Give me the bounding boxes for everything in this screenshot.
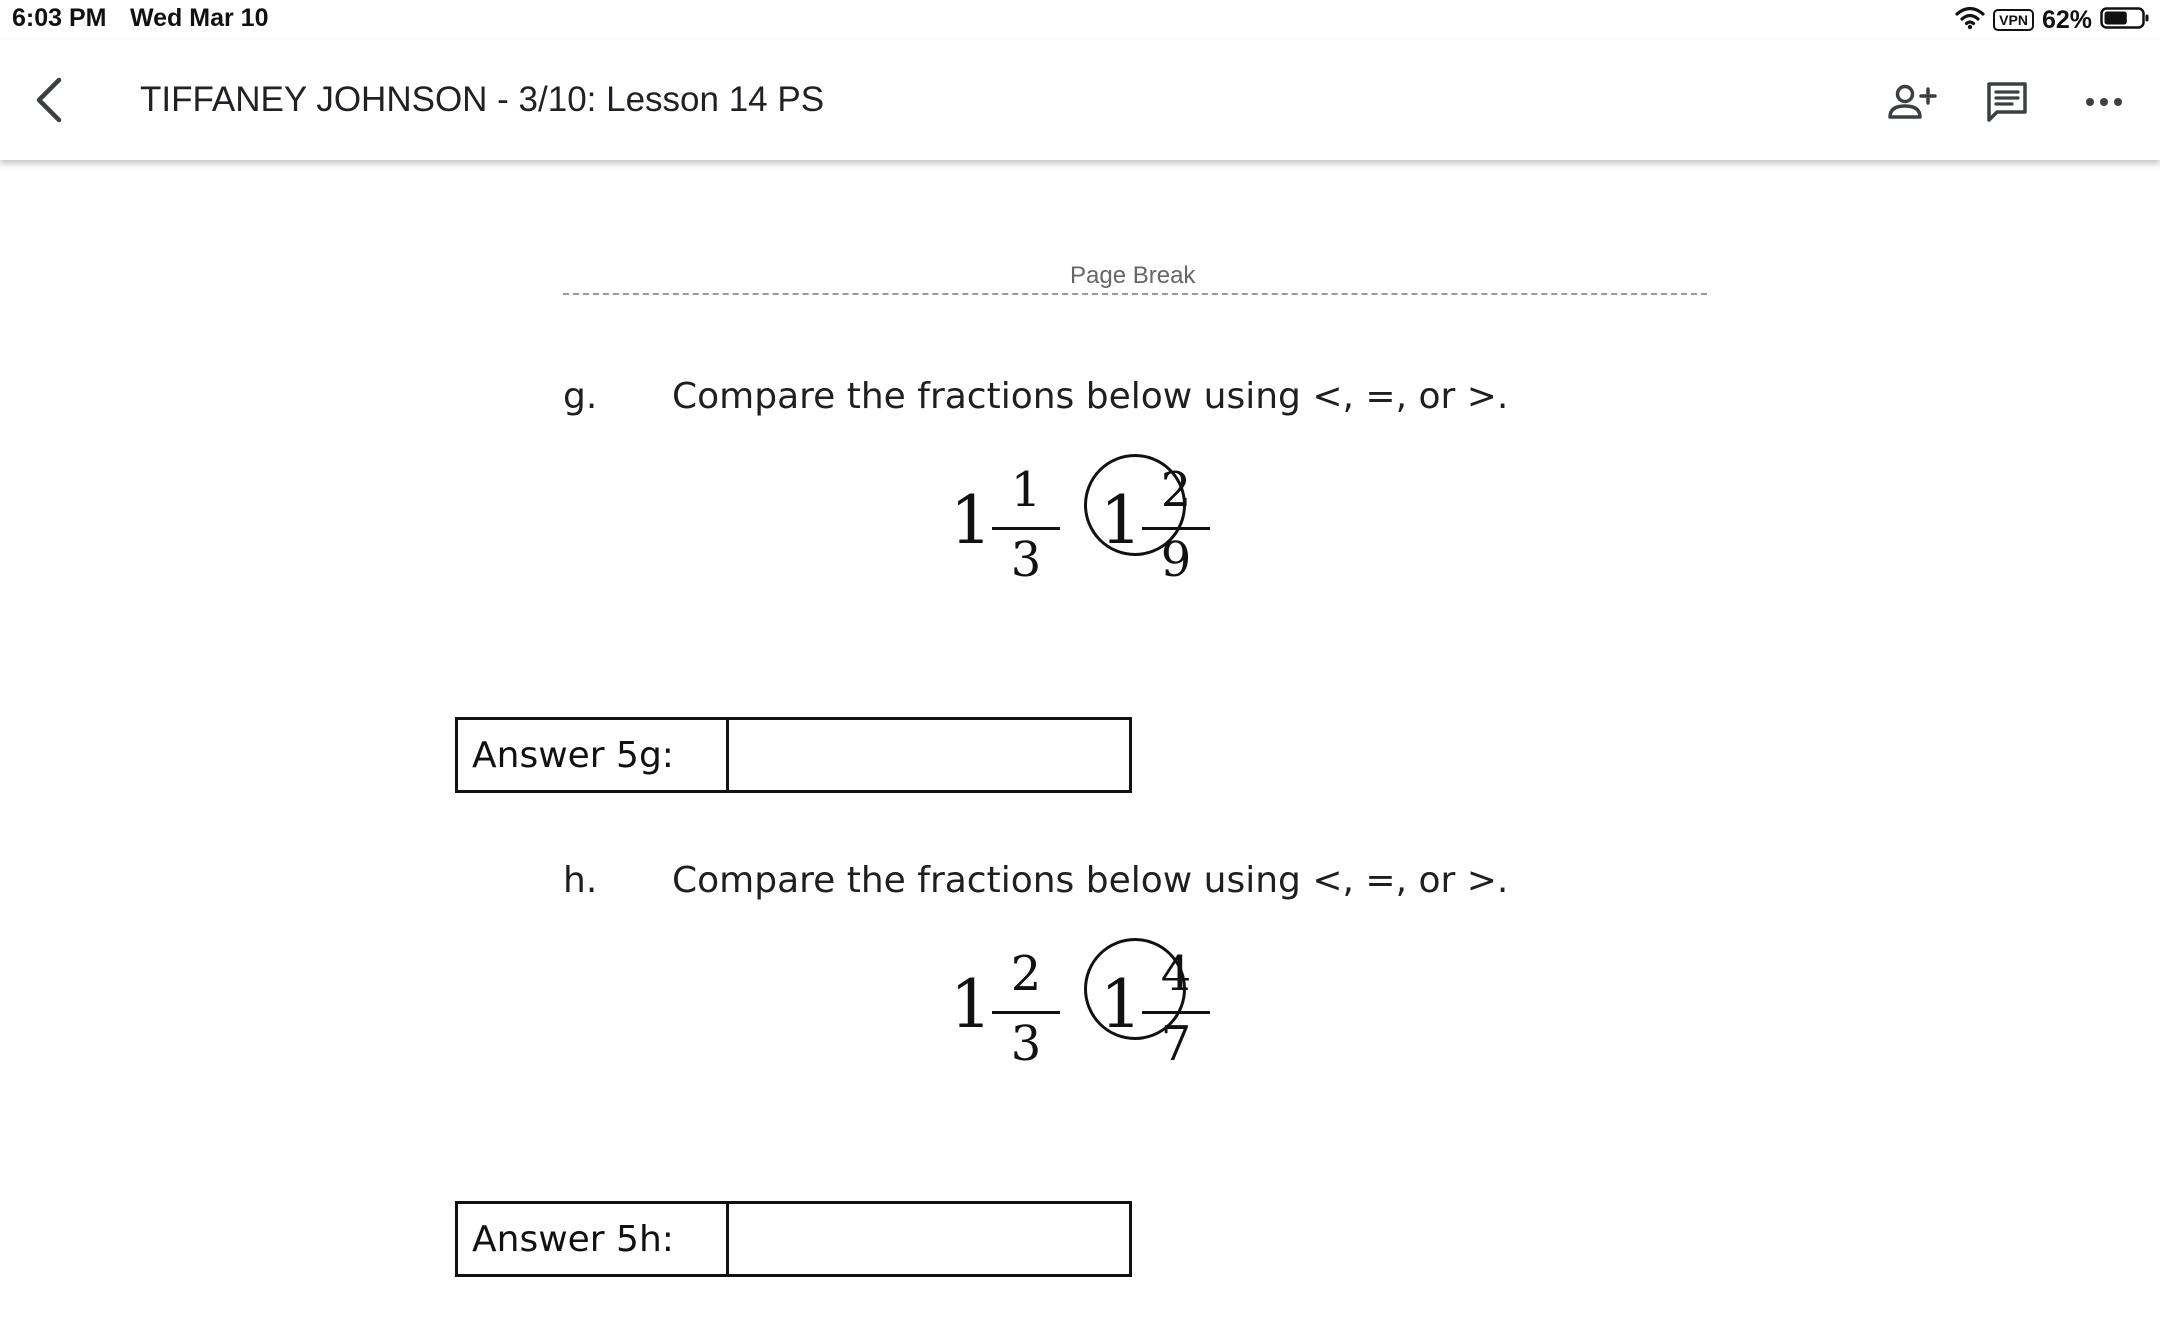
back-button[interactable] bbox=[24, 72, 74, 128]
numerator: 2 bbox=[1010, 946, 1042, 1002]
comparison-circle[interactable] bbox=[1084, 938, 1186, 1043]
app-bar bbox=[0, 40, 2160, 160]
denominator: 7 bbox=[1160, 1016, 1192, 1072]
comparison-circle[interactable] bbox=[1084, 454, 1186, 559]
document-title: TIFFANEY JOHNSON - 3/10: Lesson 14 PS bbox=[140, 80, 825, 119]
question-letter: h. bbox=[563, 860, 598, 901]
back-icon bbox=[34, 77, 64, 123]
status-time: 6:03 PM bbox=[12, 4, 107, 32]
answer-input-cell[interactable] bbox=[728, 719, 1131, 792]
whole-number: 1 bbox=[950, 482, 992, 559]
battery-icon bbox=[2100, 6, 2150, 35]
question-prompt: Compare the fractions below using <, =, or >. bbox=[672, 376, 1509, 417]
status-indicators bbox=[1955, 4, 2150, 36]
answer-label: Answer 5h: bbox=[457, 1203, 728, 1276]
numerator: 4 bbox=[1160, 946, 1192, 1002]
answer-input-cell[interactable] bbox=[728, 1203, 1131, 1276]
more-options-button[interactable] bbox=[2074, 72, 2134, 132]
more-icon bbox=[2084, 96, 2124, 108]
whole-number: 1 bbox=[1100, 966, 1142, 1043]
page-break-label: Page Break bbox=[1070, 262, 1196, 289]
denominator: 3 bbox=[1010, 532, 1042, 588]
fraction-bar bbox=[992, 1011, 1060, 1014]
battery-percentage: 62% bbox=[2041, 5, 2092, 34]
answer-table bbox=[455, 717, 1132, 793]
vpn-badge: VPN bbox=[1993, 9, 2034, 31]
status-date: Wed Mar 10 bbox=[130, 4, 269, 32]
comment-icon bbox=[1985, 80, 2029, 124]
status-bar bbox=[0, 0, 2160, 40]
numerator: 2 bbox=[1160, 462, 1192, 518]
document-page bbox=[0, 160, 2160, 1320]
denominator: 3 bbox=[1010, 1016, 1042, 1072]
wifi-icon bbox=[1955, 6, 1985, 35]
answer-label: Answer 5g: bbox=[457, 719, 728, 792]
question-letter: g. bbox=[563, 376, 598, 417]
whole-number: 1 bbox=[1100, 482, 1142, 559]
answer-table bbox=[455, 1201, 1132, 1277]
page-break-divider bbox=[563, 293, 1707, 295]
add-person-icon bbox=[1887, 82, 1937, 122]
question-prompt: Compare the fractions below using <, =, or >. bbox=[672, 860, 1509, 901]
whole-number: 1 bbox=[950, 966, 992, 1043]
share-button[interactable] bbox=[1882, 72, 1942, 132]
comments-button[interactable] bbox=[1977, 72, 2037, 132]
numerator: 1 bbox=[1010, 462, 1042, 518]
denominator: 9 bbox=[1160, 532, 1192, 588]
fraction-bar bbox=[992, 527, 1060, 530]
